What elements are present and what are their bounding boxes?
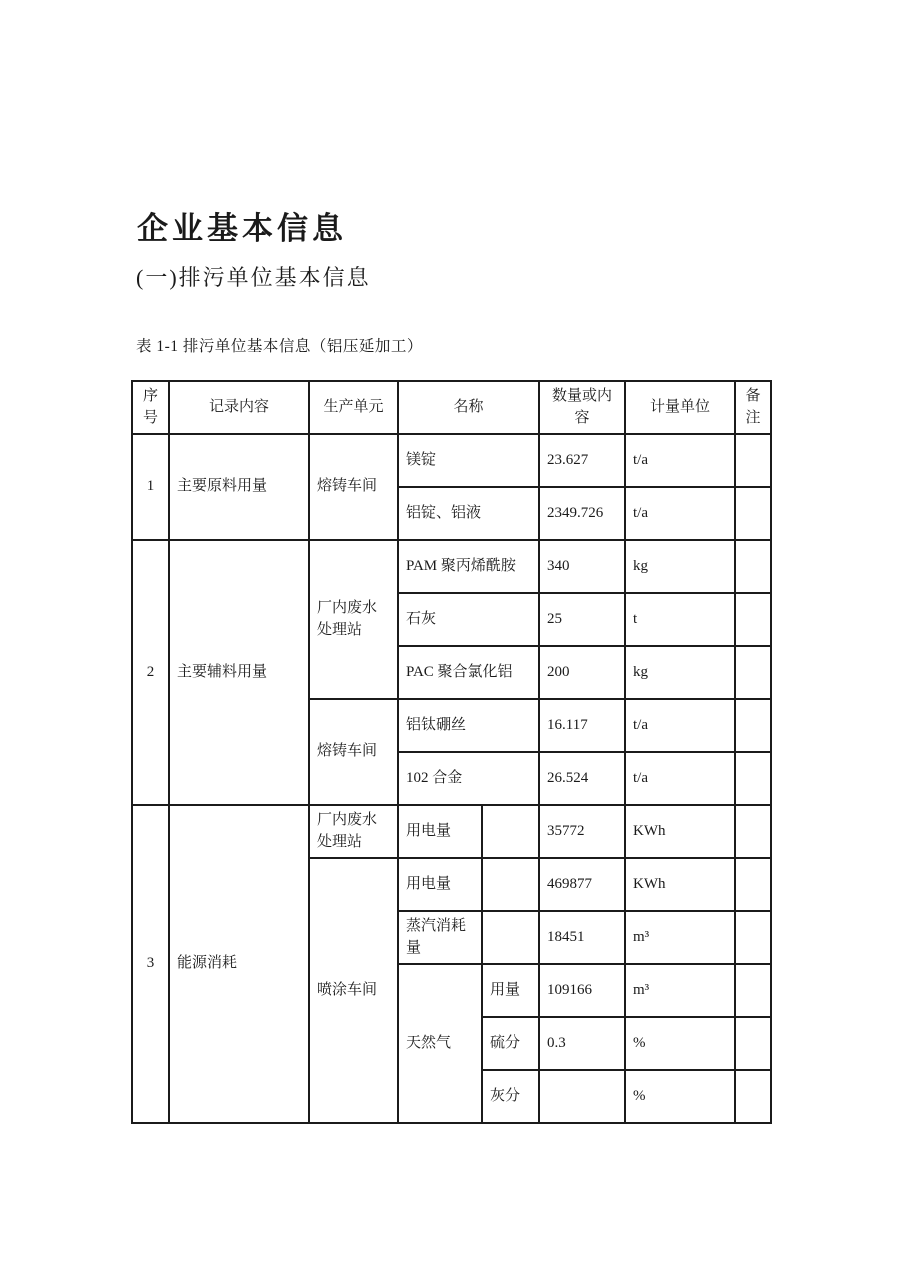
name-cell: PAC 聚合氯化铝	[398, 646, 539, 699]
section-heading: (一)排污单位基本信息	[136, 265, 371, 290]
page-title: 企业基本信息	[137, 211, 347, 246]
name-cell: 用电量	[398, 858, 482, 911]
remark-cell	[735, 540, 771, 593]
table-row	[132, 805, 771, 858]
quantity-cell: 16.117	[539, 699, 625, 752]
col-header-index: 序号	[132, 381, 169, 434]
name-sub-cell: 硫分	[482, 1017, 539, 1070]
name-cell: 蒸汽消耗量	[398, 911, 482, 964]
measure-unit-cell: kg	[625, 540, 735, 593]
remark-cell	[735, 805, 771, 858]
remark-cell	[735, 699, 771, 752]
measure-unit-cell: t/a	[625, 752, 735, 805]
name-cell: 镁锭	[398, 434, 539, 487]
name-sub-cell-empty	[482, 805, 539, 858]
production-unit-cell: 熔铸车间	[309, 699, 398, 805]
quantity-cell: 25	[539, 593, 625, 646]
name-cell: 天然气	[398, 964, 482, 1123]
quantity-cell: 469877	[539, 858, 625, 911]
name-sub-cell: 用量	[482, 964, 539, 1017]
measure-unit-cell: kg	[625, 646, 735, 699]
measure-unit-cell: t/a	[625, 699, 735, 752]
quantity-cell: 18451	[539, 911, 625, 964]
measure-unit-cell: m³	[625, 911, 735, 964]
table-header-row	[132, 381, 771, 434]
quantity-cell: 26.524	[539, 752, 625, 805]
record-cell: 主要辅料用量	[169, 540, 309, 805]
quantity-cell	[539, 1070, 625, 1123]
remark-cell	[735, 964, 771, 1017]
record-cell: 能源消耗	[169, 805, 309, 1123]
index-cell: 2	[132, 540, 169, 805]
production-unit-cell: 熔铸车间	[309, 434, 398, 540]
remark-cell	[735, 1017, 771, 1070]
col-header-name: 名称	[398, 381, 539, 434]
name-cell: 石灰	[398, 593, 539, 646]
table-row	[132, 540, 771, 593]
name-cell: 用电量	[398, 805, 482, 858]
index-cell: 3	[132, 805, 169, 1123]
remark-cell	[735, 646, 771, 699]
production-unit-cell: 厂内废水处理站	[309, 540, 398, 699]
col-header-quantity: 数量或内容	[539, 381, 625, 434]
name-cell: 铝钛硼丝	[398, 699, 539, 752]
remark-cell	[735, 1070, 771, 1123]
name-cell: 102 合金	[398, 752, 539, 805]
measure-unit-cell: KWh	[625, 805, 735, 858]
name-cell: 铝锭、铝液	[398, 487, 539, 540]
measure-unit-cell: m³	[625, 964, 735, 1017]
index-cell: 1	[132, 434, 169, 540]
remark-cell	[735, 434, 771, 487]
col-header-remark: 备注	[735, 381, 771, 434]
quantity-cell: 2349.726	[539, 487, 625, 540]
name-sub-cell: 灰分	[482, 1070, 539, 1123]
remark-cell	[735, 593, 771, 646]
quantity-cell: 23.627	[539, 434, 625, 487]
basic-info-table	[131, 380, 772, 1124]
quantity-cell: 0.3	[539, 1017, 625, 1070]
production-unit-cell: 喷涂车间	[309, 858, 398, 1123]
col-header-measure-unit: 计量单位	[625, 381, 735, 434]
table-caption: 表 1-1 排污单位基本信息（铝压延加工）	[136, 338, 423, 355]
production-unit-cell: 厂内废水处理站	[309, 805, 398, 858]
quantity-cell: 200	[539, 646, 625, 699]
quantity-cell: 35772	[539, 805, 625, 858]
table-row	[132, 434, 771, 487]
quantity-cell: 109166	[539, 964, 625, 1017]
remark-cell	[735, 858, 771, 911]
col-header-production-unit: 生产单元	[309, 381, 398, 434]
measure-unit-cell: t/a	[625, 487, 735, 540]
name-sub-cell-empty	[482, 911, 539, 964]
measure-unit-cell: t	[625, 593, 735, 646]
name-cell: PAM 聚丙烯酰胺	[398, 540, 539, 593]
name-sub-cell-empty	[482, 858, 539, 911]
measure-unit-cell: t/a	[625, 434, 735, 487]
record-cell: 主要原料用量	[169, 434, 309, 540]
measure-unit-cell: %	[625, 1017, 735, 1070]
remark-cell	[735, 487, 771, 540]
measure-unit-cell: KWh	[625, 858, 735, 911]
remark-cell	[735, 752, 771, 805]
remark-cell	[735, 911, 771, 964]
col-header-record: 记录内容	[169, 381, 309, 434]
measure-unit-cell: %	[625, 1070, 735, 1123]
quantity-cell: 340	[539, 540, 625, 593]
